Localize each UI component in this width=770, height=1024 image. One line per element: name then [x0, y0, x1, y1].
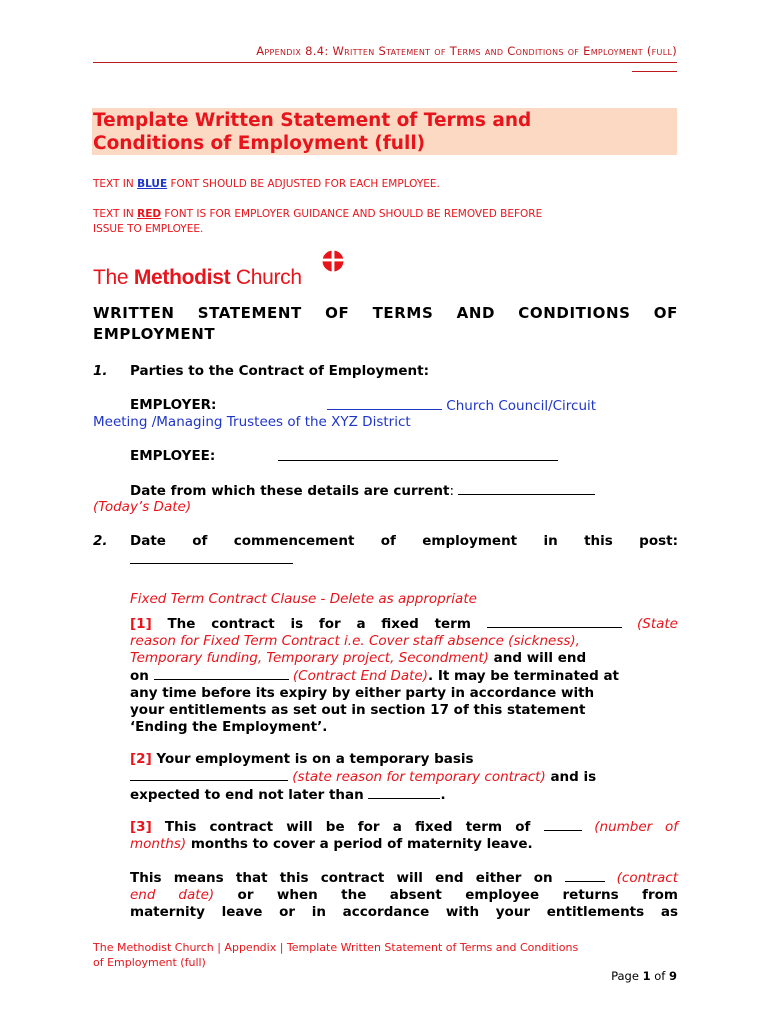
section-1-number: 1. — [93, 363, 108, 379]
employee-field — [278, 448, 558, 466]
methodist-church-logo: The Methodist Church — [93, 266, 302, 289]
running-header: Appendix 8.4: Written Statement of Terms and Conditions of Employment (full) — [256, 44, 677, 58]
header-rule — [93, 62, 677, 63]
clause-4: This means that this contract will end either on (contract end date) or when the absent employee returns from maternity leave or in accordance with your entitlements as — [130, 870, 678, 920]
blue-font-note: TEXT IN BLUE FONT SHOULD BE ADJUSTED FOR EACH EMPLOYEE. — [93, 178, 440, 190]
document-title: Template Written Statement of Terms and Conditions of Employment (full) — [93, 110, 532, 154]
main-heading: WRITTEN STATEMENT OF TERMS AND CONDITIONS OF EMPLOYMENT — [93, 304, 678, 343]
employer-value-line2: Meeting /Managing Trustees of the XYZ District — [93, 414, 411, 430]
red-font-note: TEXT IN RED FONT IS FOR EMPLOYER GUIDANCE AND SHOULD BE REMOVED BEFORE ISSUE TO EMPLOYEE. — [93, 208, 543, 235]
section-2-number: 2. — [93, 533, 108, 549]
employee-label: EMPLOYEE: — [130, 448, 216, 464]
clause-2: [2] Your employment is on a temporary basis (state reason for temporary contract) and is expected to end not later than . — [130, 751, 597, 803]
section-2-title: Date of commencement of employment in this post: — [130, 533, 678, 549]
page-footer: The Methodist Church | Appendix | Template Written Statement of Terms and Conditions of Employment (full) — [93, 941, 579, 969]
employer-label: EMPLOYER: — [130, 397, 217, 413]
date-current-label: Date from which these details are current: — [130, 482, 595, 500]
commencement-date-field — [130, 551, 293, 569]
clause-3: [3] This contract will be for a fixed term of (number of months) months to cover a period of maternity leave. — [130, 819, 678, 852]
clause-1: [1] The contract is for a fixed term (State reason for Fixed Term Contract i.e. Cover staff absence (sickness), Temporary funding, Temporary project, Secondment) and will end on (Contract End Date). It may be terminated at any time before its expiry by either party in accordance with your entitlements as set out in section 17 of this statement ‘Ending the Employment’. — [130, 616, 678, 735]
employer-value: Church Council/Circuit — [327, 397, 596, 415]
date-current-note: (Today’s Date) — [93, 499, 192, 515]
page-number: Page 1 of 9 — [611, 969, 677, 983]
section-1-title: Parties to the Contract of Employment: — [130, 363, 429, 379]
cross-flame-icon — [322, 250, 344, 272]
header-rule-2 — [632, 71, 677, 72]
clause-heading: Fixed Term Contract Clause - Delete as appropriate — [130, 591, 477, 607]
